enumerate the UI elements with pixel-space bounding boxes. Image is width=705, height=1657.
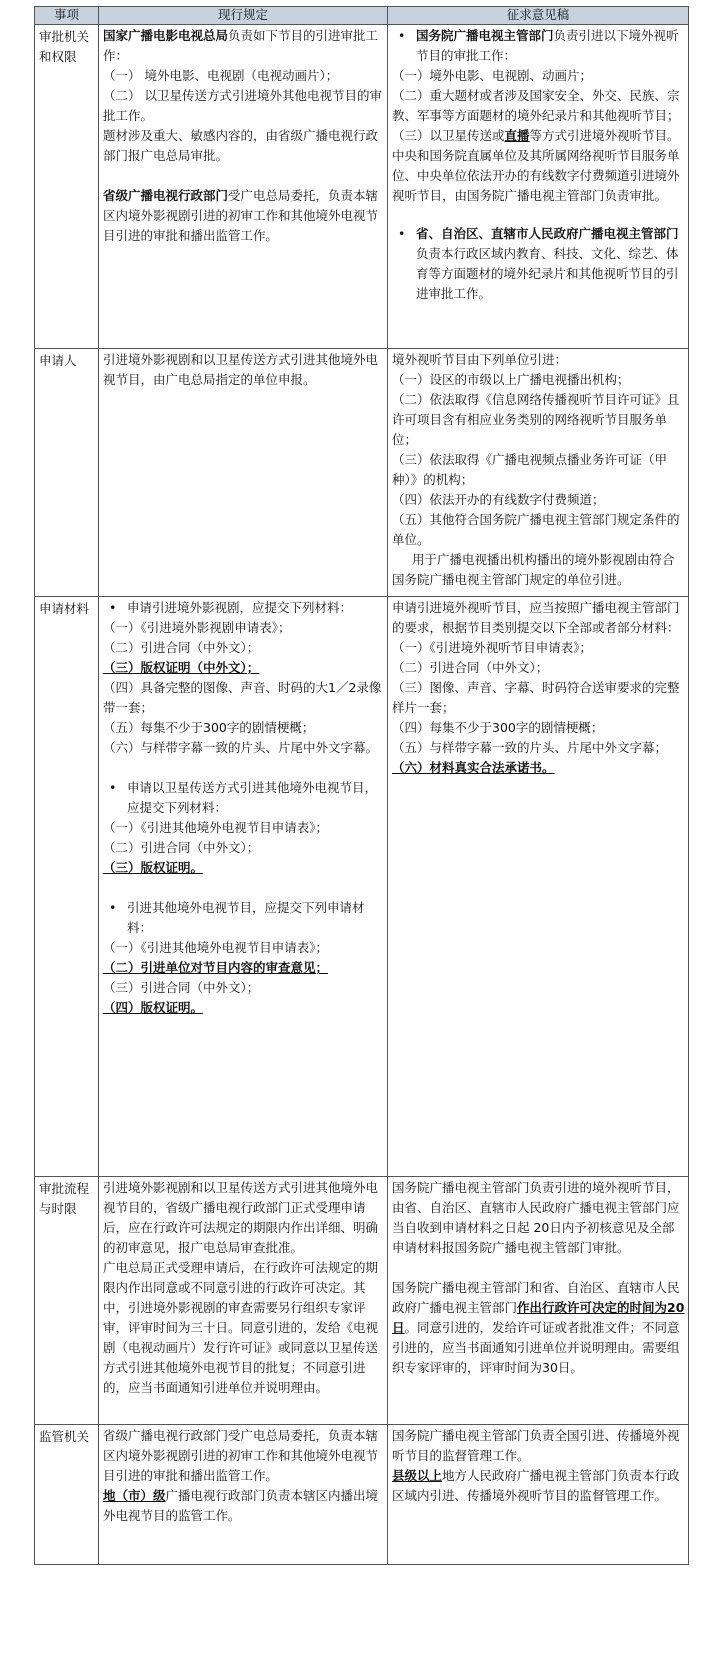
paragraph: 题材涉及重大、敏感内容的，由省级广播电视行政部门报广电总局审批。 bbox=[103, 128, 379, 163]
paragraph: （二）引进合同（中外文）； bbox=[103, 640, 260, 655]
paragraph: （四）具备完整的图像、声音、时码的大1／2录像带一套； bbox=[103, 680, 382, 715]
table-row bbox=[35, 1177, 689, 1425]
paragraph: 县级以上地方人民政府广播电视主管部门负责本行政区域内引进、传播境外视听节目的监督管理工作。 bbox=[392, 1468, 680, 1503]
row-category: 监管机关 bbox=[35, 1425, 99, 1565]
bullet-paragraph: • 引进其他境外电视节目，应提交下列申请材料： bbox=[103, 898, 384, 938]
header-draft: 征求意见稿 bbox=[388, 7, 689, 25]
draft-cell bbox=[388, 597, 689, 1177]
current-cell bbox=[99, 1425, 388, 1565]
paragraph: （三）引进合同（中外文）； bbox=[103, 980, 260, 995]
paragraph: 地（市）级广播电视行政部门负责本辖区内播出境外电视节目的监管工作。 bbox=[103, 1488, 379, 1523]
paragraph: （二） 以卫星传送方式引进境外其他电视节目的审批工作。 bbox=[103, 88, 382, 123]
paragraph: （二）引进合同（中外文）； bbox=[103, 840, 260, 855]
paragraph: （三）图像、声音、字幕、时码符合送审要求的完整样片一套； bbox=[392, 680, 680, 715]
paragraph: 广电总局正式受理申请后，在行政许可法规定的期限内作出同意或不同意引进的行政许可决定。其中，引进境外影视剧的审查需要另行组织专家评审，评审时间为三十日。同意引进的，发给《电视剧（电视动画片）发行许可证》或同意以卫星传送方式引进其他境外电视节目的批复；不同意引进的，应当书面通知引进单位并说明理由。 bbox=[103, 1260, 379, 1395]
paragraph: （三）依法取得《广播电视频点播业务许可证（甲种）》的机构； bbox=[392, 452, 668, 487]
draft-cell bbox=[388, 25, 689, 349]
paragraph: （二）引进单位对节目内容的审查意见； bbox=[103, 960, 329, 975]
paragraph: （三）版权证明（中外文）； bbox=[103, 660, 260, 675]
table-row bbox=[35, 1425, 689, 1565]
paragraph: 引进境外影视剧和以卫星传送方式引进其他境外电视节目的，省级广播电视行政部门正式受理申请后，应在行政许可法规定的期限内作出详细、明确的初审意见，报广电总局审查批准。 bbox=[103, 1180, 379, 1255]
comparison-table bbox=[34, 6, 689, 1565]
paragraph: （五）每集不少于300字的剧情梗概； bbox=[103, 720, 315, 735]
row-category: 审批流程与时限 bbox=[35, 1177, 99, 1425]
paragraph: 国务院广播电视主管部门和省、自治区、直辖市人民政府广播电视主管部门作出行政许可决定的时间为20日。同意引进的，发给许可证或者批准文件；不同意引进的，应当书面通知引进单位并说明理由。需要组织专家评审的，评审时间为30日。 bbox=[392, 1280, 685, 1375]
row-category: 申请人 bbox=[35, 349, 99, 597]
paragraph: （五）与样带字幕一致的片头、片尾中外文字幕； bbox=[392, 740, 668, 755]
paragraph: （四）每集不少于300字的剧情梗概； bbox=[392, 720, 604, 735]
paragraph: （三）版权证明。 bbox=[103, 860, 204, 875]
draft-cell bbox=[388, 349, 689, 597]
paragraph: （一） 境外电影、电视剧（电视动画片）； bbox=[103, 68, 339, 83]
table-header-row bbox=[35, 7, 689, 25]
paragraph: 中央和国务院直属单位及其所属网络视听节目服务单位、中央单位依法开办的有线数字付费频道引进境外视听节目，由国务院广播电视主管部门负责审批。 bbox=[392, 148, 680, 203]
paragraph: （一）《引进境外影视剧申请表》； bbox=[103, 620, 291, 635]
draft-cell bbox=[388, 1425, 689, 1565]
paragraph: 境外视听节目由下列单位引进： bbox=[392, 352, 568, 367]
row-category: 申请材料 bbox=[35, 597, 99, 1177]
spacer bbox=[103, 878, 384, 898]
draft-cell bbox=[388, 1177, 689, 1425]
header-current-rules: 现行规定 bbox=[99, 7, 388, 25]
bullet-paragraph: • 省、自治区、直辖市人民政府广播电视主管部门负责本行政区域内教育、科技、文化、综艺、体育等方面题材的境外纪录片和其他视听节目的引进审批工作。 bbox=[392, 224, 685, 304]
paragraph: 引进境外影视剧和以卫星传送方式引进其他境外电视节目，由广电总局指定的单位申报。 bbox=[103, 352, 379, 387]
paragraph: （一）《引进其他境外电视节目申请表》； bbox=[103, 820, 329, 835]
current-cell bbox=[99, 1177, 388, 1425]
table-row bbox=[35, 25, 689, 349]
paragraph: （二）重大题材或者涉及国家安全、外交、民族、宗教、军事等方面题材的境外纪录片和其他视听节目； bbox=[392, 88, 680, 123]
paragraph: （四）版权证明。 bbox=[103, 1000, 204, 1015]
spacer bbox=[392, 206, 685, 224]
paragraph: 省级广播电视行政部门受广电总局委托，负责本辖区内境外影视剧引进的初审工作和其他境外电视节目引进的审批和播出监管工作。 bbox=[103, 1428, 379, 1483]
paragraph: （一）《引进其他境外电视节目申请表》； bbox=[103, 940, 329, 955]
spacer bbox=[103, 758, 384, 778]
paragraph: 申请引进境外视听节目，应当按照广播电视主管部门的要求，根据节目类别提交以下全部或者部分材料： bbox=[392, 600, 680, 635]
spacer bbox=[103, 166, 384, 186]
current-cell bbox=[99, 25, 388, 349]
current-cell bbox=[99, 597, 388, 1177]
paragraph: （一）《引进境外视听节目申请表》； bbox=[392, 640, 593, 655]
paragraph: （六）与样带字幕一致的片头、片尾中外文字幕。 bbox=[103, 740, 379, 755]
paragraph: 国家广播电影电视总局负责如下节目的引进审批工作： bbox=[103, 28, 379, 63]
bullet-paragraph: • 申请引进境外影视剧，应提交下列材料： bbox=[103, 598, 384, 618]
paragraph: （二）依法取得《信息网络传播视听节目许可证》且许可项目含有相应业务类别的网络视听节目服务单位； bbox=[392, 392, 680, 447]
bullet-paragraph: • 申请以卫星传送方式引进其他境外电视节目，应提交下列材料： bbox=[103, 778, 384, 818]
bullet-paragraph: • 国务院广播电视主管部门负责引进以下境外视听节目的审批工作： bbox=[392, 26, 685, 66]
paragraph: 国务院广播电视主管部门负责全国引进、传播境外视听节目的监督管理工作。 bbox=[392, 1428, 680, 1463]
paragraph: 省级广播电视行政部门受广电总局委托，负责本辖区内境外影视剧引进的初审工作和其他境外电视节目引进的审批和播出监管工作。 bbox=[103, 188, 379, 243]
current-cell bbox=[99, 349, 388, 597]
spacer bbox=[392, 1258, 685, 1278]
table-row bbox=[35, 349, 689, 597]
paragraph: （一）境外电影、电视剧、动画片； bbox=[392, 68, 593, 83]
header-item: 事项 bbox=[35, 7, 99, 25]
paragraph: （三）以卫星传送或直播等方式引进境外视听节目。 bbox=[392, 128, 680, 143]
paragraph: 用于广播电视播出机构播出的境外影视剧由符合国务院广播电视主管部门规定的单位引进。 bbox=[392, 552, 675, 587]
paragraph: （二）引进合同（中外文）； bbox=[392, 660, 549, 675]
paragraph: （六）材料真实合法承诺书。 bbox=[392, 760, 555, 775]
paragraph: （一）设区的市级以上广播电视播出机构； bbox=[392, 372, 630, 387]
paragraph: （四）依法开办的有线数字付费频道； bbox=[392, 492, 605, 507]
table-row bbox=[35, 597, 689, 1177]
paragraph: （五）其他符合国务院广播电视主管部门规定条件的单位。 bbox=[392, 512, 680, 547]
row-category: 审批机关和权限 bbox=[35, 25, 99, 349]
paragraph: 国务院广播电视主管部门负责引进的境外视听节目，由省、自治区、直辖市人民政府广播电视主管部门应当自收到申请材料之日起 20日内予初核意见及全部申请材料报国务院广播电视主管部门审批。 bbox=[392, 1180, 680, 1255]
